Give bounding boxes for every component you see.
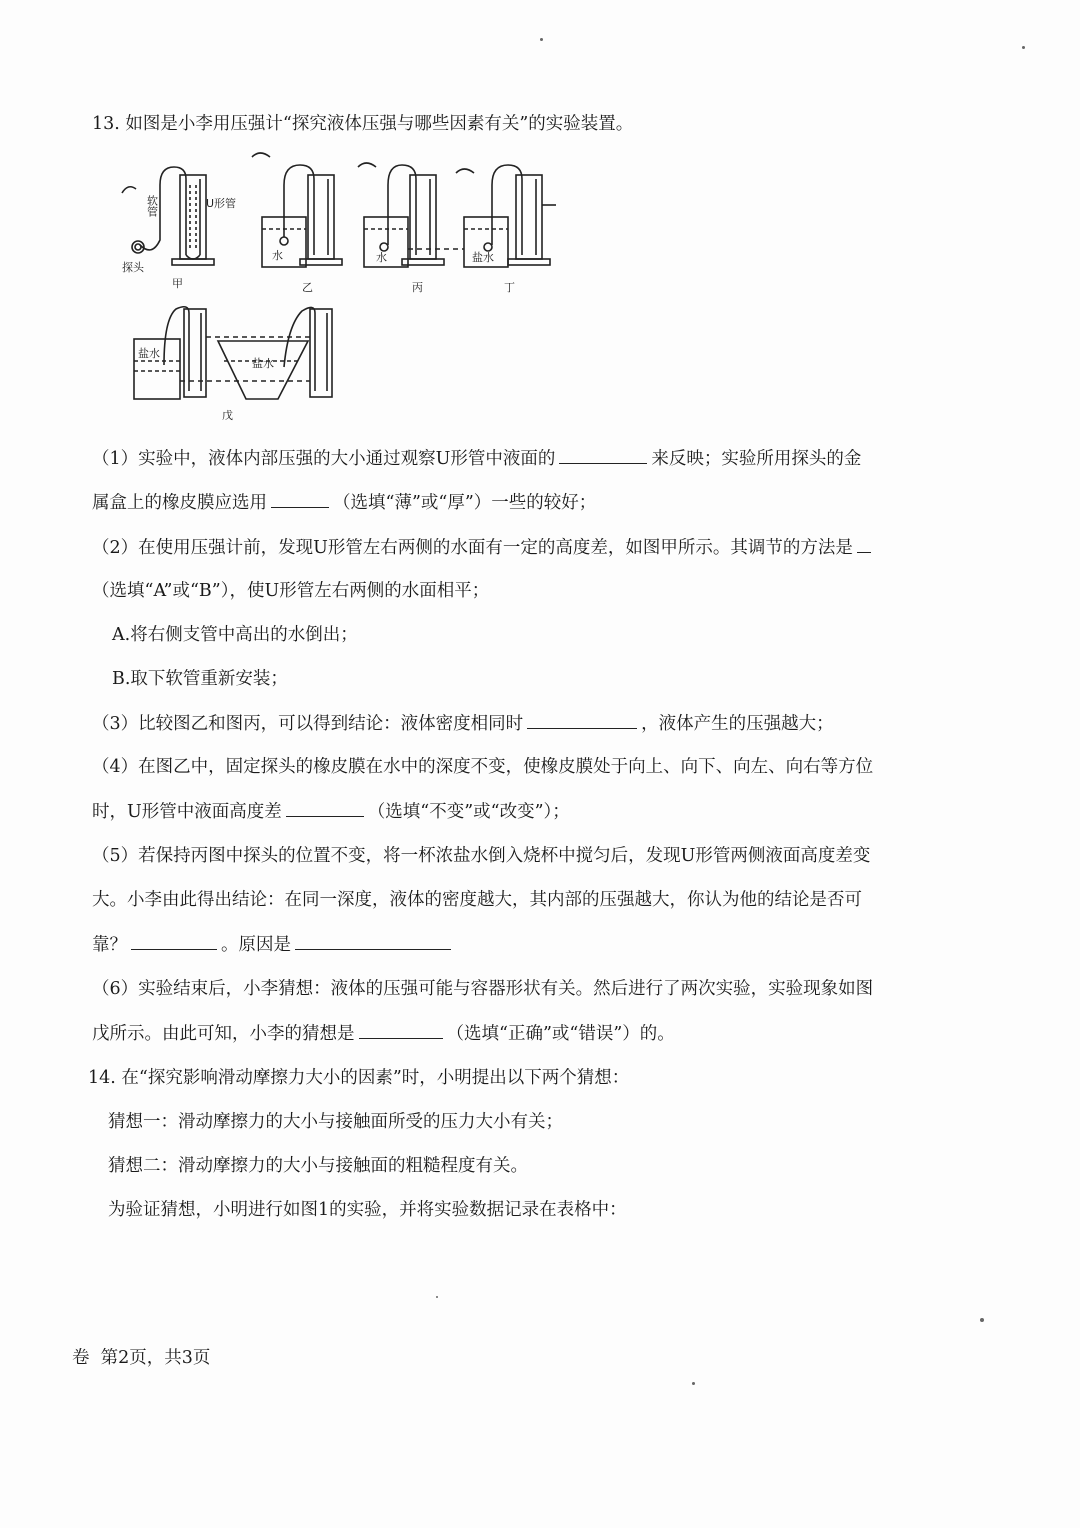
q13-part2-text-a: （2）在使用压强计前，发现U形管左右两侧的水面有一定的高度差，如图甲所示。其调节的方法是 [92,538,853,558]
q13-part5-text-b: 。原因是 [221,935,291,955]
label-brine-ding: 盐水 [472,251,494,264]
q13-part1-text-d: （选填“薄”或“厚”）一些的较好； [333,493,597,513]
label-water-yi: 水 [272,249,283,262]
figure-yi-apparatus [252,153,342,267]
q13-part4-text-b: （选填“不变”或“改变”）； [367,802,570,822]
q13-part1-text-a: （1）实验中，液体内部压强的大小通过观察U形管中液面的 [92,449,556,469]
page-footer: 卷 第2页，共3页 [72,1348,211,1368]
q14-guess-1: 猜想一：滑动摩擦力的大小与接触面所受的压力大小有关； [108,1112,563,1132]
answer-blank-1b[interactable] [271,490,329,508]
scan-speck [540,38,543,41]
answer-blank-6[interactable] [359,1021,443,1039]
label-probe: 探头 [122,261,144,274]
q13-part1-text-b: 来反映；实验所用探头的金 [651,449,862,469]
label-water-bing: 水 [376,251,387,264]
label-bing: 丙 [412,281,423,294]
q13-part5-line3 [92,932,455,957]
q13-part3-line [92,711,834,736]
label-brine-wu-left: 盐水 [138,347,160,360]
q13-part4-line2 [92,799,570,824]
label-wu: 戊 [222,409,233,422]
answer-blank-2[interactable] [857,535,871,553]
q13-figure-wu [128,305,348,425]
figure-bing-apparatus [358,163,444,267]
q13-figure-row1 [112,145,582,295]
q13-part3-text-a: （3）比较图乙和图丙，可以得到结论：液体密度相同时 [92,714,524,734]
q13-part4-text-a: 时，U形管中液面高度差 [92,802,282,822]
q14-intro: 为验证猜想，小明进行如图1的实验，并将实验数据记录在表格中： [108,1200,627,1220]
q13-part5-line1: （5）若保持丙图中探头的位置不变，将一杯浓盐水倒入烧杯中搅匀后，发现U形管两侧液面高度差变 [92,846,871,866]
figure-jia-apparatus [122,167,214,265]
q13-part5-line2: 大。小李由此得出结论：在同一深度，液体的密度越大，其内部的压强越大，你认为他的结论是否可 [92,890,862,910]
q13-title: 13. 如图是小李用压强计“探究液体压强与哪些因素有关”的实验装置。 [92,114,634,134]
q13-part1-line1 [92,446,861,471]
label-u-tube: U形管 [206,197,237,210]
q13-part6-text-b: （选填“正确”或“错误”）的。 [446,1024,675,1044]
answer-blank-4[interactable] [286,799,364,817]
q14-guess-2: 猜想二：滑动摩擦力的大小与接触面的粗糙程度有关。 [108,1156,528,1176]
answer-blank-5a[interactable] [131,932,217,950]
q13-part6-text-a: 戊所示。由此可知，小李的猜想是 [92,1024,355,1044]
label-yi: 乙 [302,281,313,294]
scan-speck [692,1382,695,1385]
q13-option-a: A.将右侧支管中高出的水倒出； [112,625,358,645]
q13-option-b: B.取下软管重新安装； [112,669,288,689]
q13-part6-line1: （6）实验结束后，小李猜想：液体的压强可能与容器形状有关。然后进行了两次实验，实验现象如图 [92,979,874,999]
answer-blank-3[interactable] [527,711,637,729]
q14-title: 14. 在“探究影响滑动摩擦力大小的因素”时，小明提出以下两个猜想： [88,1068,630,1088]
scan-speck [980,1318,984,1322]
label-ding: 丁 [504,281,515,294]
answer-blank-1a[interactable] [559,446,647,464]
q13-part4-line1: （4）在图乙中，固定探头的橡皮膜在水中的深度不变，使橡皮膜处于向上、向下、向左、向右等方位 [92,757,874,777]
q13-part5-text-a: 靠？ [92,935,127,955]
label-jia: 甲 [172,277,183,290]
answer-blank-5b[interactable] [295,932,451,950]
q13-part1-line2 [92,490,596,515]
scan-speck [1022,46,1025,49]
label-brine-wu-right: 盐水 [252,357,274,370]
q13-part1-text-c: 属盒上的橡皮膜应选用 [92,493,267,513]
label-soft-tube: 软管 [145,195,159,217]
figure-ding-apparatus [456,165,556,267]
q13-part2-line2: （选填“A”或“B”），使U形管左右两侧的水面相平； [92,581,490,601]
scan-speck [436,1296,438,1298]
q13-part6-line2 [92,1021,675,1046]
q13-part3-text-b: ，液体产生的压强越大； [641,714,834,734]
q13-part2-line1 [92,535,875,560]
